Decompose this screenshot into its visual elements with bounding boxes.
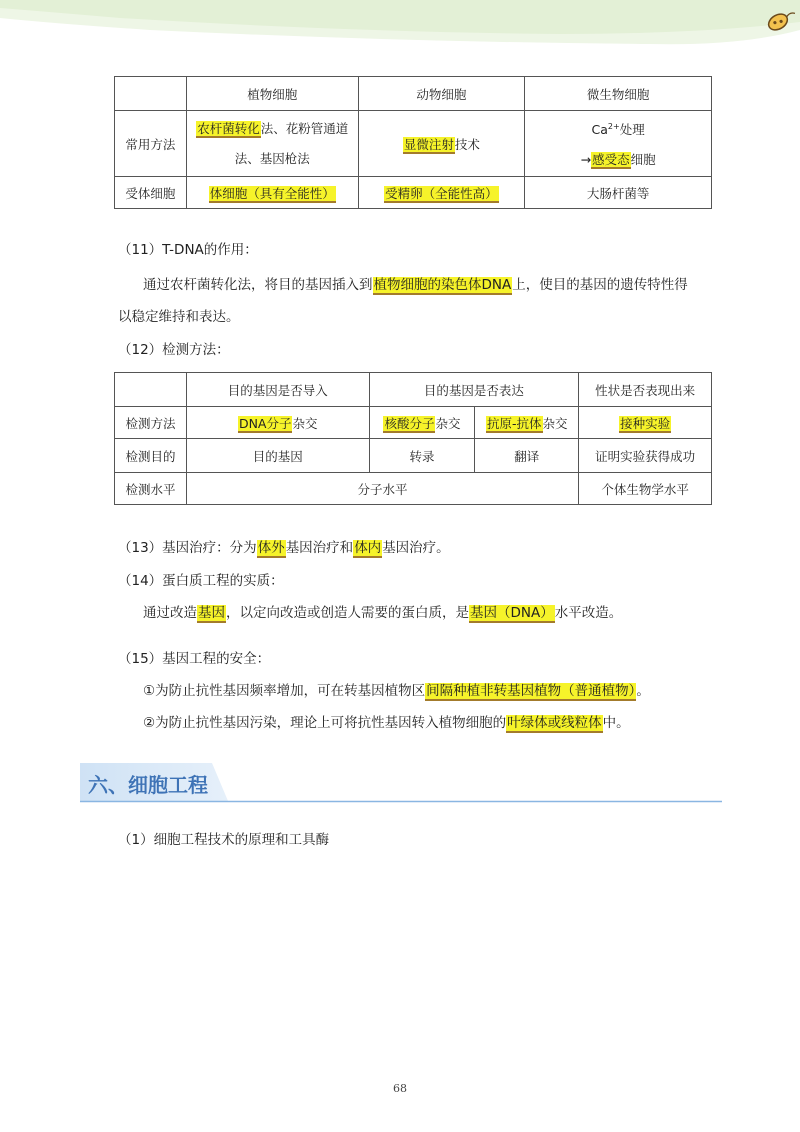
row-label: 常用方法: [115, 111, 187, 177]
highlighted-term: 抗原-抗体: [487, 415, 542, 431]
table-header-row: [115, 77, 712, 111]
microbe-methods-cell: $Ca^{2+}$处理 →感受态细胞: [525, 111, 712, 177]
detection-methods-table: [114, 372, 712, 505]
row-label: 受体细胞: [115, 177, 187, 209]
section-title: 六、细胞工程: [88, 773, 208, 797]
table-header-cell: [115, 77, 187, 111]
row-label: 检测方法: [115, 407, 187, 439]
row-label: 检测水平: [115, 473, 187, 505]
table-cell: 翻译: [475, 439, 579, 473]
table-header-cell: 目的基因是否导入: [186, 373, 369, 407]
table-cell: 分子水平: [186, 473, 578, 505]
highlighted-term: 间隔种植非转基因植物（普通植物）: [426, 683, 636, 699]
highlighted-term: 农杆菌转化: [197, 120, 260, 136]
item-11-text-line1: 通过农杆菌转化法，将目的基因插入到植物细胞的染色体DNA上，使目的基因的遗传特性得: [143, 277, 688, 293]
table-row: [115, 111, 712, 177]
highlighted-term: 叶绿体或线粒体: [507, 715, 602, 731]
item-15-point-1: ①为防止抗性基因频率增加，可在转基因植物区间隔种植非转基因植物（普通植物）。: [143, 683, 650, 699]
item-13: （13）基因治疗：分为体外基因治疗和体内基因治疗。: [118, 540, 450, 556]
table-row: [115, 439, 712, 473]
highlighted-term: 体内: [354, 540, 382, 556]
highlighted-term: 体外: [257, 540, 285, 556]
highlighted-term: 植物细胞的染色体DNA: [373, 277, 512, 293]
plant-methods-cell: 农杆菌转化法、花粉管通道 法、基因枪法: [186, 111, 358, 177]
item-1-heading: （1）细胞工程技术的原理和工具酶: [118, 832, 330, 848]
item-15-heading: （15）基因工程的安全：: [118, 651, 271, 667]
top-banner: [0, 0, 800, 48]
table-cell: 目的基因: [186, 439, 369, 473]
table-cell: 大肠杆菌等: [525, 177, 712, 209]
highlighted-term: 受精卵（全能性高）: [385, 185, 498, 201]
table-header-cell: 性状是否表现出来: [579, 373, 712, 407]
highlighted-term: 基因: [198, 605, 225, 621]
animal-methods-cell: 显微注射技术: [358, 111, 525, 177]
highlighted-term: 显微注射: [403, 136, 454, 152]
table-cell: 转录: [369, 439, 475, 473]
table-cell: 个体生物学水平: [579, 473, 712, 505]
table-row: 检测方法 DNA分子杂交 核酸分子杂交 抗原-抗体杂交 接种实验: [115, 407, 712, 439]
highlighted-term: 体细胞（具有全能性）: [209, 185, 335, 201]
table-header-cell: 微生物细胞: [525, 77, 712, 111]
highlighted-term: 核酸分子: [384, 415, 435, 431]
table-header-row: [115, 373, 712, 407]
row-label: 检测目的: [115, 439, 187, 473]
table-row: [115, 473, 712, 505]
highlighted-term: 感受态: [592, 152, 630, 168]
item-12-heading: （12）检测方法：: [118, 342, 230, 358]
table-header-cell: 目的基因是否表达: [369, 373, 579, 407]
highlighted-term: DNA分子: [238, 415, 292, 431]
item-14-text: 通过改造基因，以定向改造或创造人需要的蛋白质，是基因（DNA）水平改造。: [143, 605, 623, 621]
table-header-cell: [115, 373, 187, 407]
item-11-heading: （11）T-DNA的作用：: [118, 242, 258, 258]
transformation-table: [114, 76, 712, 209]
item-11-text-line2: 以稳定维持和表达。: [118, 309, 240, 325]
table-header-cell: 动物细胞: [358, 77, 525, 111]
table-header-cell: 植物细胞: [186, 77, 358, 111]
table-row: [115, 177, 712, 209]
item-14-heading: （14）蛋白质工程的实质：: [118, 573, 284, 589]
section-heading: [80, 763, 722, 803]
item-15-point-2: ②为防止抗性基因污染，理论上可将抗性基因转入植物细胞的叶绿体或线粒体中。: [143, 715, 630, 731]
page-number: 68: [393, 1082, 407, 1095]
table-cell: 证明实验获得成功: [579, 439, 712, 473]
highlighted-term: 基因（DNA）: [470, 605, 554, 621]
highlighted-term: 接种实验: [620, 415, 671, 431]
